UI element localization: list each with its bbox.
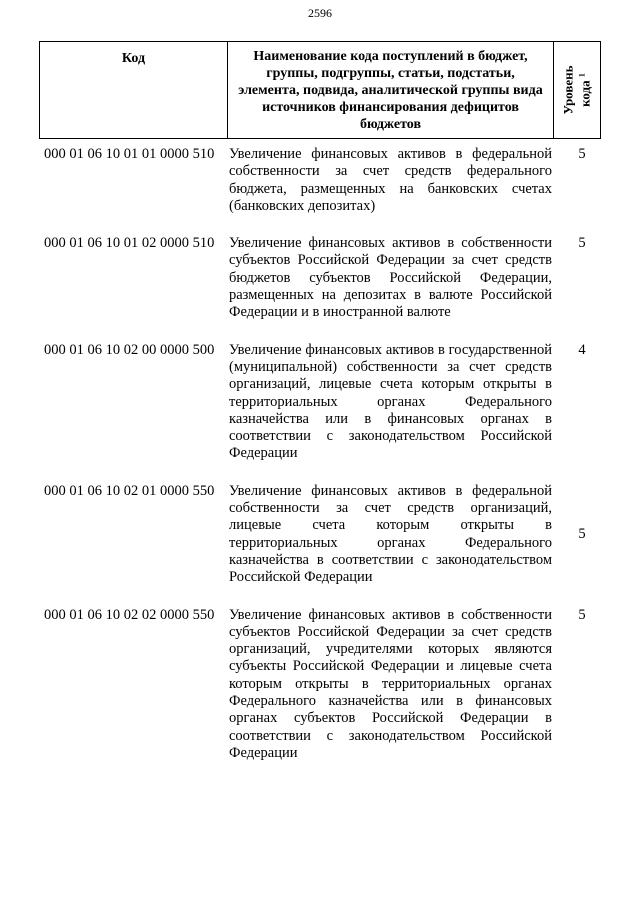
table-row: [44, 146, 604, 215]
row-level: 5: [578, 606, 586, 623]
table-row: [44, 607, 604, 763]
header-level-line2: кода: [577, 80, 593, 107]
header-code: Код: [121, 51, 146, 66]
table-body: [44, 146, 604, 782]
row-level: 5: [578, 525, 586, 542]
header-level: [553, 42, 600, 138]
row-code: 000 01 06 10 01 01 0000 510: [44, 146, 215, 162]
table-row: [44, 235, 604, 321]
table-row: [44, 342, 604, 463]
row-name: Увеличение финансовых активов в федеральной собственности за счет средств федерального бюджета, размещенных на банковских счетах (банковских депозитах): [229, 146, 552, 214]
row-name: Увеличение финансовых активов в федеральной собственности за счет средств организаций, лицевые счета которым открыты в территориальных органах Федерального казначейства в соответствии с законодательством Российской Федерации: [229, 482, 552, 586]
page-number: 2596: [308, 6, 332, 20]
table-header: [39, 41, 601, 139]
table-row: [44, 483, 604, 587]
header-level-line1: Уровень: [560, 65, 576, 115]
row-name: Увеличение финансовых активов в собственности субъектов Российской Федерации за счет средств организаций, учредителями которых являются субъекты Российской Федерации и лицевые счета которым открыты в территориальных органах Федерального казначейства или в финансовых органах субъектов Российской Федерации в соответствии с законодательством Российской Федерации: [229, 606, 552, 761]
header-name: Наименование кода поступлений в бюджет, группы, подгруппы, статьи, подстатьи, элемента, подвида, аналитической группы вида источников финансирования дефицитов бюджетов: [227, 42, 553, 138]
row-level: 5: [578, 146, 586, 162]
row-code: 000 01 06 10 02 02 0000 550: [44, 606, 215, 623]
header-level-text: [561, 65, 592, 114]
header-level-footnote: 1: [577, 73, 587, 78]
row-name: Увеличение финансовых активов в собственности субъектов Российской Федерации за счет средств бюджетов субъектов Российской Федерации, размещенных на депозитах в валюте Российской Федерации и в иностранной валюте: [229, 235, 552, 321]
row-code: 000 01 06 10 02 00 0000 500: [44, 341, 215, 358]
row-name: Увеличение финансовых активов в государственной (муниципальной) собственности за счет средств организаций, лицевые счета которым открыты в территориальных органах Федерального казначейства или в финансовых органах в соответствии с законодательством Российской Федерации: [229, 341, 552, 462]
row-level: 4: [578, 341, 586, 358]
row-code: 000 01 06 10 01 02 0000 510: [44, 235, 215, 252]
row-code: 000 01 06 10 02 01 0000 550: [44, 482, 215, 499]
row-level: 5: [578, 235, 586, 252]
